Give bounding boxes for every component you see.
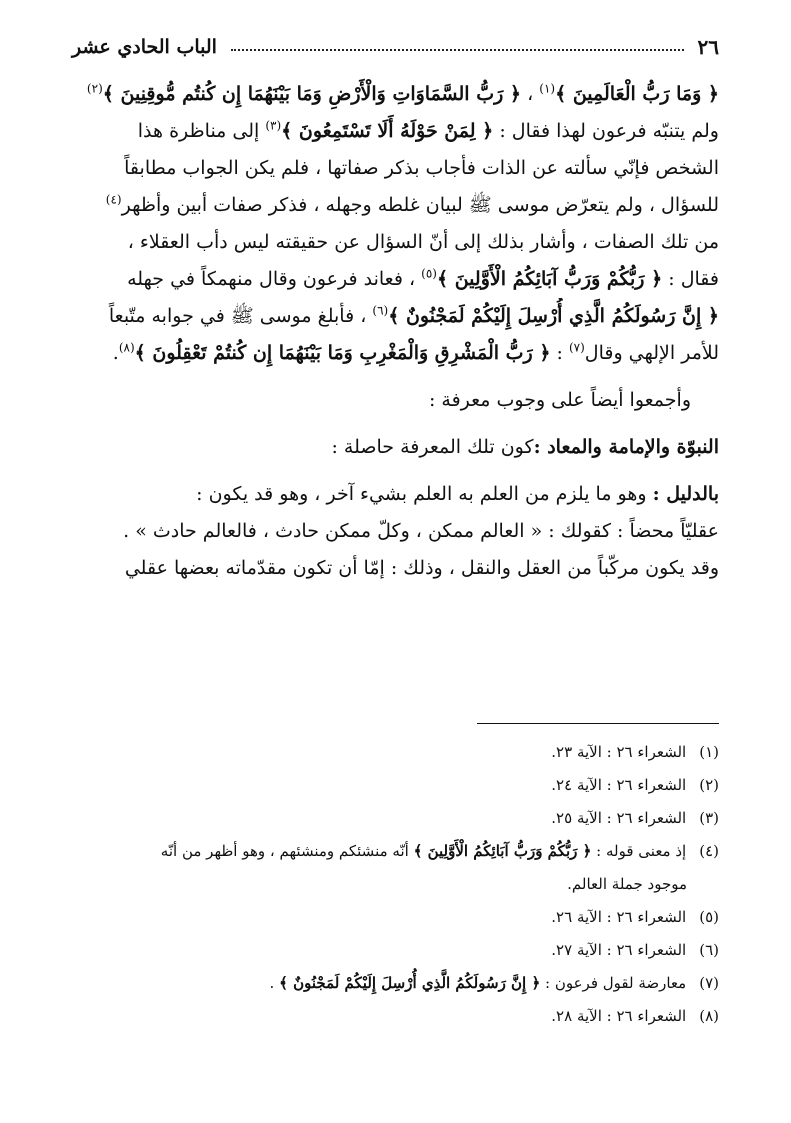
chapter-title: الباب الحادي عشر [72, 36, 217, 58]
footnote-ref: (٣) [265, 118, 282, 133]
text-line-8: للأمر الإلهي وقال$^{(٧)}$ : ﴿ رَبُّ الْمَشْرِقِ وَالْمَغْرِبِ وَمَا بَيْنَهُمَا إِن كُنتُمْ تَعْقِلُونَ ﴾$^{(٨)}$. [112, 340, 719, 364]
quran-quote: ﴿ وَمَا رَبُّ الْعَالَمِينَ ﴾ [555, 83, 719, 105]
term-heading: بالدليل : [652, 483, 719, 505]
header-dotted-leader [231, 49, 684, 51]
text-line-2: ولم يتنبّه فرعون لهذا فقال : ﴿ لِمَنْ حَوْلَهُ أَلَا تَسْتَمِعُونَ ﴾$^{(٣)}$ إلى مناظرة هذا [137, 118, 719, 142]
page-header [72, 30, 719, 64]
quran-quote: ﴿ رَبُّ الْمَشْرِقِ وَالْمَغْرِبِ وَمَا بَيْنَهُمَا إِن كُنتُمْ تَعْقِلُونَ ﴾ [134, 342, 551, 364]
footnote-item: (٦) الشعراء ٢٦ : الآية ٢٧. [551, 941, 719, 959]
footnote-ref: (٦) [372, 303, 389, 318]
footnote-ref: (٨) [118, 340, 135, 355]
text-line-5: من تلك الصفات ، وأشار بذلك إلى أنّ السؤال عن حقيقته ليس دأب العقلاء ، [127, 231, 719, 253]
footnote-ref: (٢) [86, 81, 103, 96]
term-heading: النبوّة والإمامة والمعاد : [533, 436, 719, 458]
footnote-item: (٣) الشعراء ٢٦ : الآية ٢٥. [551, 809, 719, 827]
quran-quote: ﴿ لِمَنْ حَوْلَهُ أَلَا تَسْتَمِعُونَ ﴾ [281, 120, 494, 142]
footnote-ref: (٤) [105, 192, 122, 207]
text-line-4: للسؤال ، ولم يتعرّض موسى ﷺ لبيان غلطه وجهله ، فذكر صفات أبين وأظهر$^{(٤)}$ [105, 192, 719, 216]
footnote-ref: (٥) [421, 266, 437, 281]
quran-quote: ﴿ رَبُّكُمْ وَرَبُّ آبَائِكُمُ الْأَوَّلِينَ ﴾ [436, 268, 663, 290]
main-text [72, 76, 719, 587]
paragraph-prophecy: النبوّة والإمامة والمعاد :كون تلك المعرفة حاصلة : [331, 436, 719, 458]
quran-quote: ﴿ إِنَّ رَسُولَكُمُ الَّذِي أُرْسِلَ إِلَيْكُمْ لَمَجْنُونٌ ﴾ [279, 974, 541, 992]
text-line-7: ﴿ إِنَّ رَسُولَكُمُ الَّذِي أُرْسِلَ إِلَيْكُمْ لَمَجْنُونٌ ﴾$^{(٦)}$ ، فأبلغ موسى ﷺ في جوابه متّبعاً [108, 303, 719, 327]
text-line-6: فقال : ﴿ رَبُّكُمْ وَرَبُّ آبَائِكُمُ الْأَوَّلِينَ ﴾$^{(٥)}$ ، فعاند فرعون وقال منهمكاً في جهله [127, 266, 719, 290]
text-line-3: الشخص فإنّي سألته عن الذات فأجاب بذكر صفاتها ، فلم يكن الجواب مطابقاً [124, 157, 719, 179]
paragraph-composite: وقد يكون مركّباً من العقل والنقل ، وذلك : إمّا أن تكون مقدّماته بعضها عقلي [124, 557, 719, 579]
paragraph-proof: بالدليل : وهو ما يلزم من العلم به العلم بشيء آخر ، وهو قد يكون : [196, 483, 719, 505]
footnote-continuation: موجود جملة العالم. [567, 875, 687, 893]
footnotes [72, 736, 719, 1033]
quran-quote: ﴿ رَبُّكُمْ وَرَبُّ آبَائِكُمُ الْأَوَّلِينَ ﴾ [413, 842, 592, 860]
footnote-ref: (٧) [568, 340, 585, 355]
footnote-item: (٤) إذ معنى قوله : ﴿ رَبُّكُمْ وَرَبُّ آبَائِكُمُ الْأَوَّلِينَ ﴾ أنّه منشئكم ومنشئهم ، وهو أظهر من أنّه [160, 842, 719, 860]
footnote-item: (٥) الشعراء ٢٦ : الآية ٢٦. [551, 908, 719, 926]
footnote-item: (٢) الشعراء ٢٦ : الآية ٢٤. [551, 776, 719, 794]
footnote-separator [477, 723, 719, 724]
footnote-ref: (١) [539, 81, 556, 96]
footnote-item: (١) الشعراء ٢٦ : الآية ٢٣. [551, 743, 719, 761]
footnote-item: (٨) الشعراء ٢٦ : الآية ٢٨. [551, 1007, 719, 1025]
quran-quote: ﴿ رَبُّ السَّمَاوَاتِ وَالْأَرْضِ وَمَا بَيْنَهُمَا إِن كُنتُم مُّوقِنِينَ ﴾ [102, 83, 522, 105]
page-number: ٢٦ [697, 35, 719, 59]
text-line-1: ﴿ وَمَا رَبُّ الْعَالَمِينَ ﴾$^{(١)}$ ، ﴿ رَبُّ السَّمَاوَاتِ وَالْأَرْضِ وَمَا بَيْنَهُمَا إِن كُنتُم مُّوقِنِينَ ﴾$^{(٢)}$ [86, 81, 719, 105]
quran-quote: ﴿ إِنَّ رَسُولَكُمُ الَّذِي أُرْسِلَ إِلَيْكُمْ لَمَجْنُونٌ ﴾ [388, 305, 719, 327]
footnote-item: (٧) معارضة لقول فرعون : ﴿ إِنَّ رَسُولَكُمُ الَّذِي أُرْسِلَ إِلَيْكُمْ لَمَجْنُونٌ ﴾ . [269, 974, 719, 992]
paragraph-rational: عقليّاً محضاً : كقولك : « العالم ممكن ، وكلّ ممكن حادث ، فالعالم حادث » . [123, 520, 719, 542]
paragraph-consensus: وأجمعوا أيضاً على وجوب معرفة : [428, 389, 691, 411]
